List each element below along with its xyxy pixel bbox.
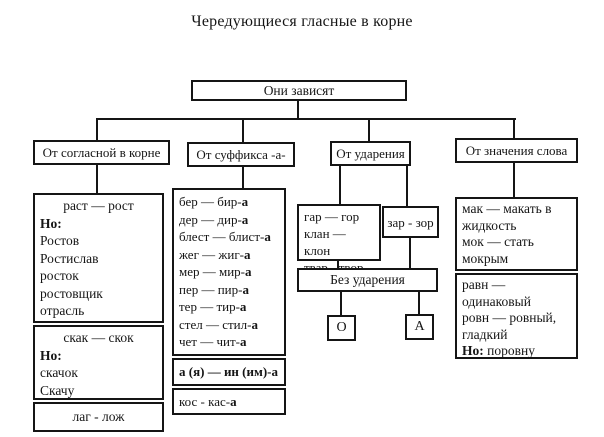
rule-pair: бер — бир-а <box>179 194 249 209</box>
meaning-item: мок — стать мокрым <box>462 234 534 266</box>
rule-box-ravn-rovn <box>455 273 578 359</box>
exception-item: ростовщик <box>40 285 103 301</box>
branch-header-consonant: От согласной в корне <box>33 140 170 165</box>
rule-box-a-ya-in-im <box>172 358 286 386</box>
rule-pair: чет — чит-а <box>179 334 247 349</box>
connector-unstressed-a <box>418 290 420 314</box>
exception-item: скачок <box>40 365 78 380</box>
outcome-o-node: О <box>327 315 356 341</box>
rule-pair: дер — дир-а <box>179 211 249 227</box>
rule-pair: лаг - лож <box>72 409 125 425</box>
connector-root-drop <box>297 100 299 119</box>
connector-bus <box>96 118 516 120</box>
outcome-a-node: А <box>405 314 434 340</box>
connector-zar-unstressed <box>409 236 411 270</box>
connector-branch3-left <box>339 164 341 206</box>
rule-pair: пер — пир-а <box>179 281 249 297</box>
branch-header-stress: От ударения <box>330 141 411 166</box>
rule-pair: скак — скок <box>63 330 134 345</box>
rule-box-suffix-pairs <box>172 188 286 356</box>
meaning-item: мак — макать в жидкость <box>462 201 552 233</box>
rule-box-rast-rost <box>33 193 164 323</box>
exception-line: Но: поровну <box>462 343 535 358</box>
connector-unstressed-o <box>340 290 342 315</box>
exception-item: Скачу <box>40 382 75 398</box>
exception-label: Но: <box>40 347 62 363</box>
rule-pair: гар — гор <box>304 209 360 224</box>
rule-pair: а (я) — ин (им)-а <box>179 364 279 379</box>
branch-header-meaning: От значения слова <box>455 138 578 163</box>
rule-box-zar-zor: зар - зор <box>382 206 439 238</box>
rule-box-lag-lozh <box>33 402 164 432</box>
connector-branch1-content <box>96 163 98 195</box>
unstressed-node: Без ударения <box>297 268 438 292</box>
diagram-title: Чередующиеся гласные в корне <box>191 13 413 30</box>
exception-label: Но: <box>40 215 62 231</box>
connector-branch2-content <box>242 165 244 190</box>
rule-box-gar-gor <box>297 204 381 261</box>
meaning-item: равн — одинаковый <box>462 277 531 309</box>
exception-item: Ростислав <box>40 250 99 266</box>
rule-box-kos-kas <box>172 388 286 415</box>
exception-item: Ростов <box>40 233 80 248</box>
rule-pair: раст — рост <box>63 198 134 213</box>
connector-branch4-content <box>513 161 515 199</box>
rule-box-skak-skok <box>33 325 164 400</box>
rule-pair: блест — блист-а <box>179 229 271 244</box>
exception-item: росток <box>40 268 79 283</box>
meaning-item: ровн — ровный, гладкий <box>462 310 557 342</box>
rule-pair: жег — жиг-а <box>179 246 251 262</box>
exception-item: отрасль <box>40 303 85 318</box>
rule-pair: мер — мир-а <box>179 264 252 279</box>
rule-pair: тер — тир-а <box>179 299 247 314</box>
connector-drop-branch2 <box>242 118 244 145</box>
connector-branch3-right <box>406 164 408 208</box>
branch-header-suffix: От суффикса -а- <box>187 142 295 167</box>
root-node: Они зависят <box>191 80 407 101</box>
rule-box-mak-mok <box>455 197 578 271</box>
rule-pair: стел — стил-а <box>179 316 258 332</box>
rule-pair: клан — клон <box>304 226 346 258</box>
rule-pair: кос - кас-а <box>179 394 237 409</box>
